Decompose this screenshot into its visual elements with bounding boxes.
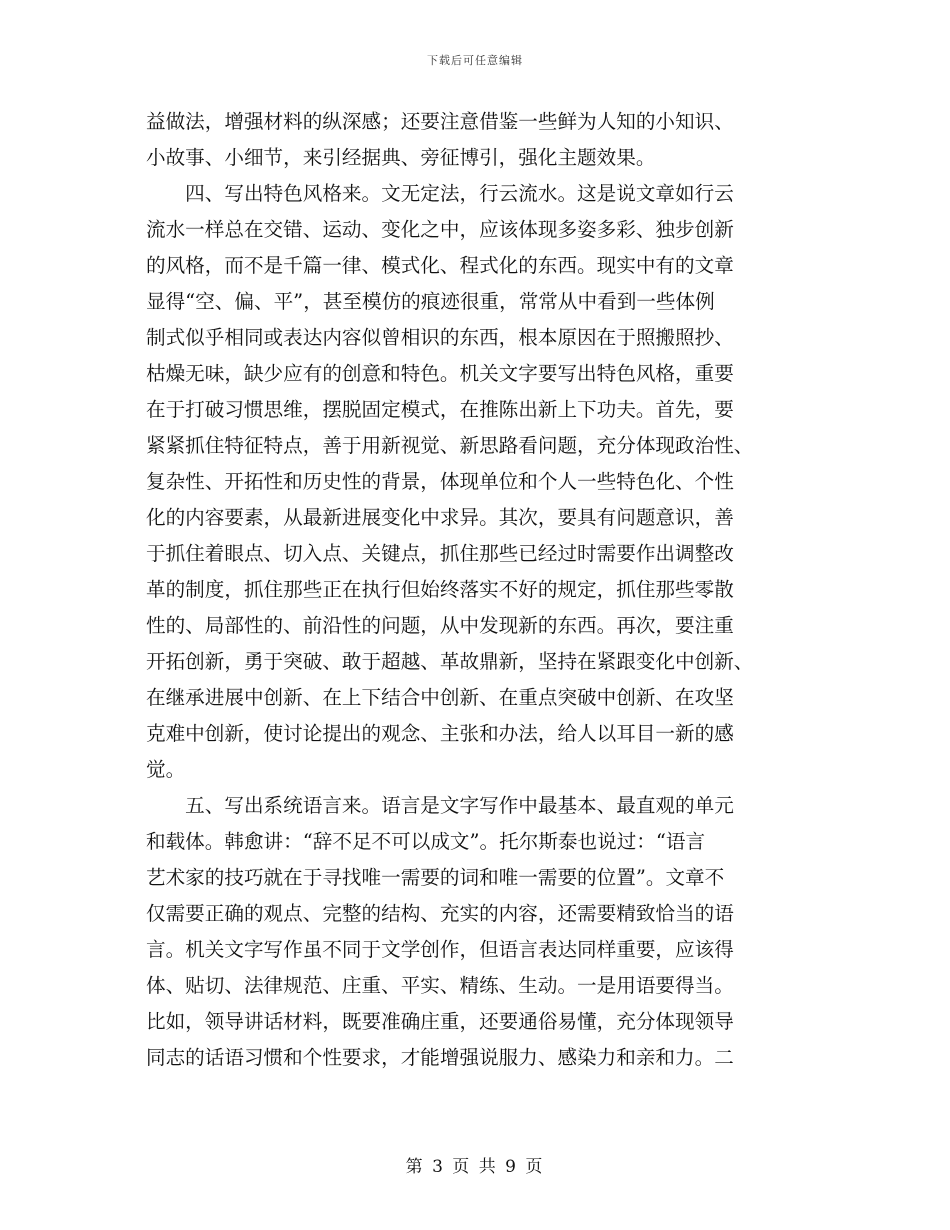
text-line-11: 复杂性、开拓性和历史性的背景，体现单位和个人一些特色化、个性 (146, 470, 734, 493)
text-line-24: 言。机关文字写作虽不同于文学创作，但语言表达同样重要，应该得 (146, 938, 734, 961)
text-line-23: 仅需要正确的观点、完整的结构、充实的内容，还需要精致恰当的语 (146, 902, 734, 925)
text-line-17: 在继承进展中创新、在上下结合中创新、在重点突破中创新、在攻坚 (146, 686, 734, 709)
page-footer: 第 3 页 共 9 页 (405, 1157, 545, 1177)
text-line-1: 益做法，增强材料的纵深感；还要注意借鉴一些鲜为人知的小知识、 (146, 110, 734, 133)
text-line-9: 在于打破习惯思维，摆脱固定模式，在推陈出新上下功夫。首先，要 (146, 398, 734, 421)
text-line-18: 克难中创新，使讨论提出的观念、主张和办法，给人以耳目一新的感 (146, 722, 734, 745)
text-line-6: 显得“空、偏、平”，甚至模仿的痕迹很重，常常从中看到一些体例 (146, 290, 715, 313)
text-line-25: 体、贴切、法律规范、庄重、平实、精练、生动。一是用语要得当。 (146, 974, 734, 997)
text-line-13: 于抓住着眼点、切入点、关键点，抓住那些已经过时需要作出调整改 (146, 542, 734, 565)
text-line-27: 同志的话语习惯和个性要求，才能增强说服力、感染力和亲和力。二 (146, 1046, 734, 1069)
page-header: 下载后可任意编辑 (427, 54, 523, 67)
text-line-12: 化的内容要素，从最新进展变化中求异。其次，要具有问题意识，善 (146, 506, 734, 529)
text-line-20: 五、写出系统语言来。语言是文字写作中最基本、最直观的单元 (146, 794, 734, 817)
text-line-16: 开拓创新，勇于突破、敢于超越、革故鼎新，坚持在紧跟变化中创新、 (146, 650, 754, 673)
text-line-2: 小故事、小细节，来引经据典、旁征博引，强化主题效果。 (146, 146, 656, 169)
text-line-3: 四、写出特色风格来。文无定法，行云流水。这是说文章如行云 (146, 182, 734, 205)
body-text (146, 104, 800, 1076)
text-line-7: 制式似乎相同或表达内容似曾相识的东西，根本原因在于照搬照抄、 (146, 326, 734, 349)
text-line-8: 枯燥无味，缺少应有的创意和特色。机关文字要写出特色风格，重要 (146, 362, 734, 385)
text-line-10: 紧紧抓住特征特点，善于用新视觉、新思路看问题，充分体现政治性、 (146, 434, 754, 457)
text-line-5: 的风格，而不是千篇一律、模式化、程式化的东西。现实中有的文章 (146, 254, 734, 277)
text-line-19: 觉。 (146, 758, 186, 781)
text-line-22: 艺术家的技巧就在于寻找唯一需要的词和唯一需要的位置”。文章不 (146, 866, 725, 889)
text-line-26: 比如，领导讲话材料，既要准确庄重，还要通俗易懂，充分体现领导 (146, 1010, 734, 1033)
text-line-15: 性的、局部性的、前沿性的问题，从中发现新的东西。再次，要注重 (146, 614, 734, 637)
text-line-4: 流水一样总在交错、运动、变化之中，应该体现多姿多彩、独步创新 (146, 218, 734, 241)
text-line-21: 和载体。韩愈讲：“辞不足不可以成文”。托尔斯泰也说过：“语言 (146, 830, 706, 853)
text-line-14: 革的制度，抓住那些正在执行但始终落实不好的规定，抓住那些零散 (146, 578, 734, 601)
